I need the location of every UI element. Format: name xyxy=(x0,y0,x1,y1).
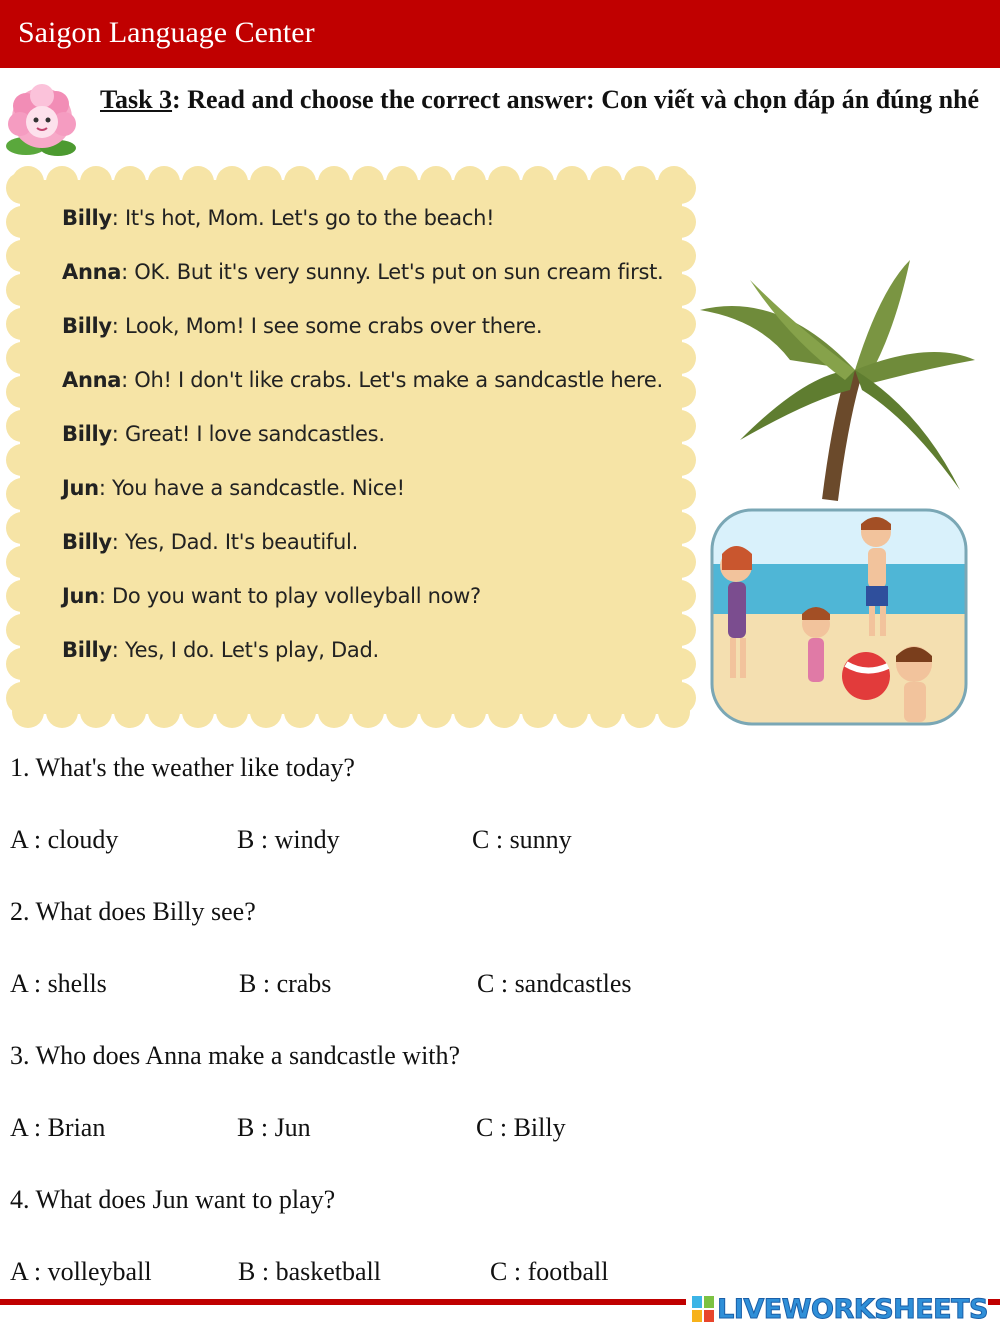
dialogue-speaker: Billy xyxy=(62,422,112,446)
dialogue-speaker: Jun xyxy=(62,476,99,500)
dialogue-speaker: Billy xyxy=(62,314,112,338)
dialogue-speaker: Billy xyxy=(62,530,112,554)
answer-option[interactable]: A : Brian xyxy=(10,1113,106,1142)
dialogue-line xyxy=(62,314,542,338)
answer-options xyxy=(10,824,910,856)
dialogue-text: : OK. But it's very sunny. Let's put on sun cream first. xyxy=(121,260,664,284)
dialogue-line xyxy=(62,368,663,392)
dialogue-text: : It's hot, Mom. Let's go to the beach! xyxy=(111,206,495,230)
dialogue-line xyxy=(62,476,405,500)
question-text: 3. Who does Anna make a sandcastle with? xyxy=(10,1041,461,1070)
header-title: Saigon Language Center xyxy=(18,16,315,49)
dialogue-text: : Yes, Dad. It's beautiful. xyxy=(111,530,358,554)
answer-option[interactable]: C : sandcastles xyxy=(477,969,632,998)
dialogue-line xyxy=(62,206,494,230)
answer-option[interactable]: A : shells xyxy=(10,969,107,998)
answer-option[interactable]: A : volleyball xyxy=(10,1257,152,1286)
dialogue-speaker: Jun xyxy=(62,584,99,608)
dialogue-panel xyxy=(6,166,696,728)
question-text: 4. What does Jun want to play? xyxy=(10,1185,336,1214)
question-text: 1. What's the weather like today? xyxy=(10,753,355,782)
palm-tree-image xyxy=(640,250,980,510)
dialogue-line xyxy=(62,638,379,662)
dialogue-line xyxy=(62,584,481,608)
dialogue-text: : Great! I love sandcastles. xyxy=(111,422,385,446)
answer-option[interactable]: B : crabs xyxy=(239,969,332,998)
liveworksheets-logo xyxy=(686,1292,988,1326)
liveworksheets-brand: LIVEWORKSHEETS xyxy=(717,1293,988,1325)
answer-options xyxy=(10,968,910,1000)
task-instruction: : Read and choose the correct answer: Con viết và chọn đáp án đúng nhé xyxy=(172,85,980,114)
answer-option[interactable]: B : basketball xyxy=(238,1257,381,1286)
dialogue-speaker: Anna xyxy=(62,260,122,284)
dialogue-speaker: Billy xyxy=(62,206,112,230)
task-label: Task 3 xyxy=(100,85,173,114)
dialogue-line xyxy=(62,260,663,284)
dialogue-text: : Oh! I don't like crabs. Let's make a sandcastle here. xyxy=(121,368,663,392)
answer-option[interactable]: B : windy xyxy=(237,825,340,854)
answer-option[interactable]: C : sunny xyxy=(472,825,572,854)
dialogue-line xyxy=(62,530,358,554)
flower-mascot-icon xyxy=(0,80,86,160)
beach-family-image xyxy=(706,504,972,730)
answer-option[interactable]: A : cloudy xyxy=(10,825,119,854)
dialogue-text: : Do you want to play volleyball now? xyxy=(98,584,481,608)
answer-options xyxy=(10,1112,910,1144)
question-text: 2. What does Billy see? xyxy=(10,897,256,926)
task-heading xyxy=(100,82,980,118)
answer-options xyxy=(10,1256,910,1288)
dialogue-speaker: Billy xyxy=(62,638,112,662)
header-bar xyxy=(0,0,1000,68)
dialogue-text: : Yes, I do. Let's play, Dad. xyxy=(111,638,379,662)
answer-option[interactable]: C : football xyxy=(490,1257,609,1286)
answer-option[interactable]: C : Billy xyxy=(476,1113,566,1142)
answer-option[interactable]: B : Jun xyxy=(237,1113,311,1142)
dialogue-line xyxy=(62,422,385,446)
dialogue-text: : Look, Mom! I see some crabs over there. xyxy=(111,314,543,338)
dialogue-speaker: Anna xyxy=(62,368,122,392)
dialogue-text: : You have a sandcastle. Nice! xyxy=(98,476,405,500)
liveworksheets-icon xyxy=(692,1296,714,1322)
